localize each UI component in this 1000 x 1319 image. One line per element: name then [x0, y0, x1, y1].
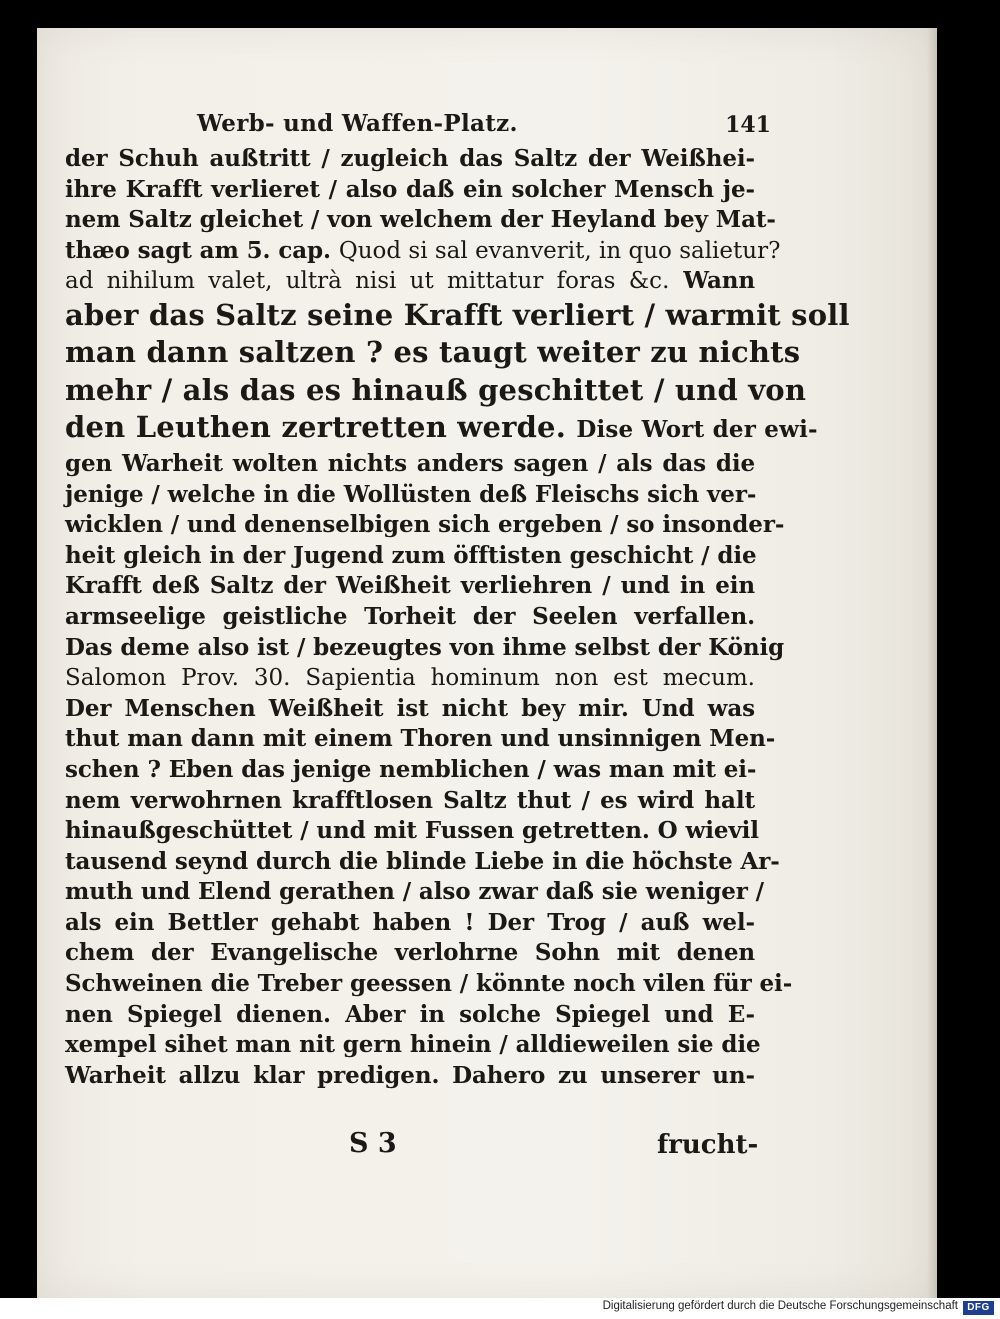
text-segment: Schweinen die Treber geessen / könnte noch vilen für ei- — [65, 970, 793, 998]
text-line — [65, 409, 818, 449]
book-page — [37, 28, 937, 1298]
text-line — [65, 633, 785, 664]
text-line — [65, 541, 755, 572]
text-segment: thut man dann mit einem Thoren und unsinnigen Men- — [65, 725, 776, 753]
text-line — [65, 205, 776, 236]
text-line — [65, 1061, 755, 1092]
text-line — [65, 1030, 761, 1061]
text-line — [65, 786, 755, 817]
text-segment: Das deme also ist / bezeugtes von ihme selbst der König — [65, 633, 785, 661]
text-segment: nen Spiegel dienen. Aber in solche Spiegel und E- — [65, 1000, 755, 1028]
funding-credit: Digitalisierung gefördert durch die Deutsche Forschungsgemeinschaft — [602, 1300, 958, 1312]
page-number: 141 — [725, 112, 771, 138]
signature-mark: S 3 — [349, 1128, 397, 1159]
footer-bar — [0, 1298, 1000, 1319]
text-line — [65, 847, 780, 878]
text-segment: chem der Evangelische verlohrne Sohn mit denen — [65, 939, 755, 967]
text-line — [65, 1000, 755, 1031]
text-segment: den Leuthen zertretten werde. — [65, 410, 577, 445]
text-line — [65, 602, 755, 633]
text-segment: armseelige geistliche Torheit der Seelen verfallen. — [65, 602, 755, 630]
latin-quotation: Quod si sal evanverit, in quo salietur? — [338, 237, 781, 264]
dfg-logo: DFG — [963, 1301, 994, 1315]
text-segment: jenige / welche in die Wollüsten deß Fleischs sich ver- — [65, 480, 757, 508]
latin-quotation: ad nihilum valet, ultrà nisi ut mittatur foras &c. — [65, 268, 670, 295]
text-line — [65, 969, 793, 1000]
text-segment: Wann — [669, 267, 756, 295]
text-segment: man dann saltzen ? es taugt weiter zu nichts — [65, 335, 801, 370]
text-line — [65, 724, 776, 755]
body-text — [65, 144, 850, 1091]
page-edge — [927, 28, 937, 1298]
text-line — [65, 510, 785, 541]
text-line — [65, 266, 755, 297]
text-line — [65, 571, 755, 602]
text-segment: thæo sagt am 5. cap. — [65, 236, 339, 264]
text-segment: muth und Elend gerathen / also zwar daß sie weniger / — [65, 878, 764, 906]
text-segment: Der Menschen Weißheit ist nicht bey mir. Und was — [65, 694, 755, 722]
text-line — [65, 694, 755, 725]
text-line — [65, 297, 850, 335]
text-line — [65, 334, 801, 372]
text-segment: aber das Saltz seine Krafft verliert / warmit soll — [65, 297, 850, 332]
text-segment: als ein Bettler gehabt haben ! Der Trog / auß wel- — [65, 908, 755, 936]
text-line — [65, 938, 755, 969]
text-line — [65, 372, 807, 410]
text-segment: hinaußgeschüttet / und mit Fussen getretten. O wievil — [65, 817, 759, 845]
text-segment: Krafft deß Saltz der Weißheit verliehren / und in ein — [65, 572, 755, 600]
text-segment: nem verwohrnen krafftlosen Saltz thut / es wird halt — [65, 786, 755, 814]
text-segment: gen Warheit wolten nichts anders sagen / als das die — [65, 449, 755, 477]
text-segment: Warheit allzu klar predigen. Dahero zu unserer un- — [65, 1061, 755, 1089]
text-segment: tausend seynd durch die blinde Liebe in die höchste Ar- — [65, 847, 780, 875]
text-line — [65, 663, 755, 694]
text-line — [65, 877, 764, 908]
text-line — [65, 175, 755, 206]
latin-quotation: Salomon Prov. 30. Sapientia hominum non est mecum. — [65, 665, 755, 692]
text-segment: Dise Wort der ewi- — [576, 416, 818, 444]
text-segment: nem Saltz gleichet / von welchem der Heyland bey Mat- — [65, 206, 776, 234]
text-segment: schen ? Eben das jenige nemblichen / was man mit ei- — [65, 755, 757, 783]
text-segment: wicklen / und denenselbigen sich ergeben / so insonder- — [65, 511, 785, 539]
text-line — [65, 480, 755, 511]
text-segment: mehr / als das es hinauß geschittet / und von — [65, 372, 807, 407]
catchword: frucht- — [657, 1130, 759, 1160]
text-line — [65, 816, 759, 847]
text-line — [65, 144, 755, 175]
text-line — [65, 755, 755, 786]
text-segment: der Schuh außtritt / zugleich das Saltz der Weißhei- — [65, 145, 755, 172]
text-line — [65, 449, 755, 480]
text-segment: heit gleich in der Jugend zum öfftisten geschicht / die — [65, 541, 757, 569]
running-head: Werb- und Waffen-Platz. — [197, 110, 518, 137]
text-line — [65, 908, 755, 939]
text-segment: ihre Krafft verlieret / also daß ein solcher Mensch je- — [65, 175, 755, 203]
text-segment: xempel sihet man nit gern hinein / alldieweilen sie die — [65, 1031, 761, 1059]
text-line — [65, 236, 781, 267]
